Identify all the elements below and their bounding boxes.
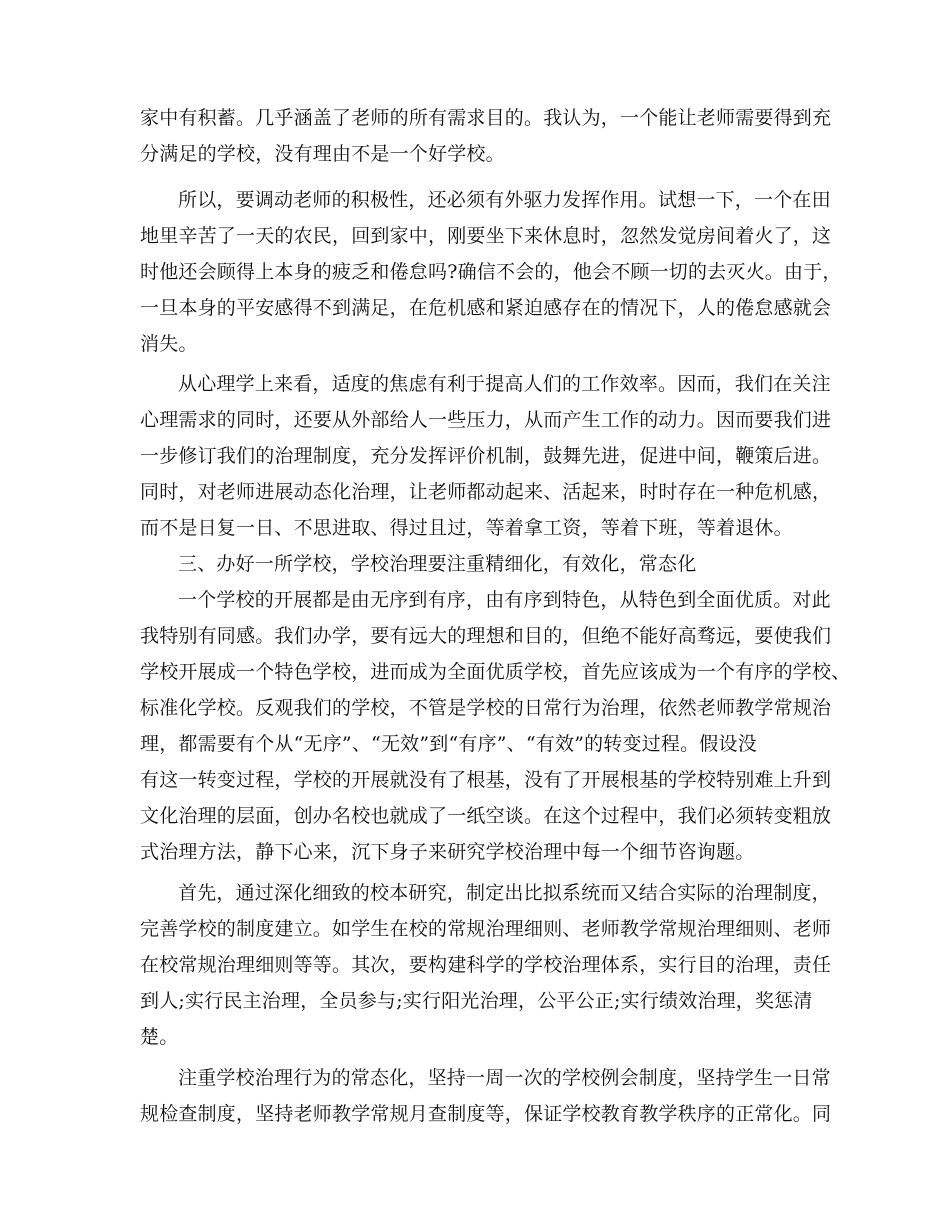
text-line: 一旦本身的平安感得不到满足，在危机感和紧迫感存在的情况下，人的倦怠感就会 (140, 297, 832, 319)
text-line: 地里辛苦了一天的农民，回到家中，刚要坐下来休息时，忽然发觉房间着火了，这 (140, 225, 832, 247)
text-line: 时他还会顾得上本身的疲乏和倦怠吗?确信不会的，他会不顾一切的去灭火。由于， (140, 261, 842, 283)
text-line: 我特别有同感。我们办学，要有远大的理想和目的，但绝不能好高骛远，要使我们 (140, 625, 832, 647)
text-line: 心理需求的同时，还要从外部给人一些压力，从而产生工作的动力。因而要我们进 (140, 409, 832, 431)
text-line: 而不是日复一日、不思进取、得过且过，等着拿工资，等着下班，等着退休。 (140, 517, 793, 539)
paragraph-first-line: 从心理学上来看，适度的焦虑有利于提高人们的工作效率。因而，我们在关注 (178, 373, 831, 395)
text-line: 在校常规治理细则等等。其次，要构建科学的学校治理体系，实行目的治理，责任 (140, 954, 832, 976)
text-line: 家中有积蓄。几乎涵盖了老师的所有需求目的。我认为，一个能让老师需要得到充 (140, 107, 832, 129)
paragraph-first-line: 一个学校的开展都是由无序到有序，由有序到特色，从特色到全面优质。对此 (178, 589, 831, 611)
paragraph-first-line: 所以，要调动老师的积极性，还必须有外驱力发挥作用。试想一下，一个在田 (178, 189, 831, 211)
text-line: 式治理方法，静下心来，沉下身子来研究学校治理中每一个细节咨询题。 (140, 841, 755, 863)
text-line: 规检查制度，坚持老师教学常规月查制度等，保证学校教育教学秩序的正常化。同 (140, 1103, 832, 1125)
text-line: 到人;实行民主治理，全员参与;实行阳光治理，公平公正;实行绩效治理，奖惩清 (140, 990, 813, 1012)
text-line: 完善学校的制度建立。如学生在校的常规治理细则、老师教学常规治理细则、老师 (140, 918, 832, 940)
text-line: 一步修订我们的治理制度，充分发挥评价机制，鼓舞先进，促进中间，鞭策后进。 (140, 445, 832, 467)
section-heading: 三、办好一所学校，学校治理要注重精细化，有效化，常态化 (178, 553, 697, 575)
paragraph-first-line: 首先，通过深化细致的校本研究，制定出比拟系统而又结合实际的治理制度， (178, 882, 831, 904)
text-line: 文化治理的层面，创办名校也就成了一纸空谈。在这个过程中，我们必须转变粗放 (140, 805, 832, 827)
text-line: 分满足的学校，没有理由不是一个好学校。 (140, 143, 505, 165)
text-line: 理，都需要有个从“无序”、“无效”到“有序”、“有效”的转变过程。假设没 (140, 733, 757, 755)
paragraph-first-line: 注重学校治理行为的常态化，坚持一周一次的学校例会制度，坚持学生一日常 (178, 1067, 831, 1089)
text-line: 学校开展成一个特色学校，进而成为全面优质学校，首先应该成为一个有序的学校、 (140, 661, 851, 683)
text-line: 有这一转变过程，学校的开展就没有了根基，没有了开展根基的学校特别难上升到 (140, 769, 832, 791)
text-line: 标准化学校。反观我们的学校，不管是学校的日常行为治理，依然老师教学常规治 (140, 697, 832, 719)
text-line: 消失。 (140, 333, 198, 355)
text-line: 同时，对老师进展动态化治理，让老师都动起来、活起来，时时存在一种危机感， (140, 481, 832, 503)
text-line: 楚。 (140, 1026, 179, 1048)
